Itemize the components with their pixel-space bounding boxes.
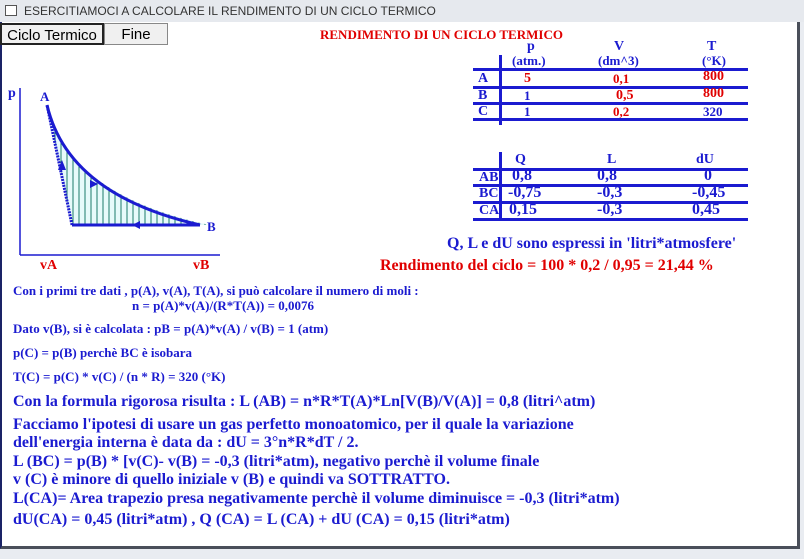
- fine-button[interactable]: Fine: [104, 23, 168, 45]
- header-v: V: [614, 39, 625, 54]
- cell: 0,15: [509, 201, 537, 218]
- text-line: Dato v(B), si è calcolata : pB = p(A)*v(A) / v(B) = 1 (atm): [13, 321, 329, 336]
- units-note: Q, L e dU sono espressi in 'litri*atmosfere': [447, 235, 737, 252]
- cell: 320: [703, 104, 723, 119]
- text-line: dell'energia interna è data da : dU = 3°n*R*dT / 2.: [13, 434, 359, 451]
- ciclo-termico-button[interactable]: Ciclo Termico: [0, 23, 104, 45]
- header-p-unit: (atm.): [512, 53, 546, 68]
- text-line: L(CA)= Area trapezio presa negativamente perchè il volume diminuisce = -0,3 (litri*atm): [13, 490, 620, 507]
- cell: 5: [524, 71, 531, 86]
- header-t-unit: (°K): [702, 53, 726, 68]
- page-title: RENDIMENTO DI UN CICLO TERMICO: [320, 27, 563, 42]
- cell: 0,8: [597, 167, 617, 184]
- cell: 0,45: [692, 201, 720, 218]
- row-ca-label: CA: [479, 203, 500, 218]
- point-b-label: B: [207, 219, 216, 234]
- text-line: Facciamo l'ipotesi di usare un gas perfetto monoatomico, per il quale la variazione: [13, 416, 574, 433]
- row-a-label: A: [478, 71, 489, 86]
- text-line: n = p(A)*v(A)/(R*T(A)) = 0,0076: [132, 298, 314, 313]
- header-p: p: [527, 39, 535, 54]
- p-axis-label: p: [8, 86, 16, 101]
- cell: 0,1: [613, 71, 630, 86]
- hatched-area: [47, 105, 210, 225]
- row-c-label: C: [478, 104, 489, 119]
- row-b-label: B: [478, 88, 488, 103]
- window-title: ESERCITIAMOCI A CALCOLARE IL RENDIMENTO DI UN CICLO TERMICO: [24, 4, 436, 18]
- app-icon: [5, 5, 17, 16]
- point-a-label: A: [40, 89, 50, 104]
- cell: 800: [703, 69, 724, 84]
- efficiency-result: Rendimento del ciclo = 100 * 0,2 / 0,95 = 21,44 %: [380, 257, 714, 274]
- header-du: dU: [696, 152, 714, 167]
- cell: 0,8: [512, 167, 532, 184]
- vb-label: vB: [193, 258, 210, 273]
- text-line: L (BC) = p(B) * [v(C)- v(B) = -0,3 (litri*atm), negativo perchè il volume finale: [13, 453, 540, 470]
- cell: -0,45: [692, 184, 726, 201]
- header-l: L: [607, 152, 617, 167]
- header-t: T: [707, 39, 717, 54]
- cell: 0,5: [616, 88, 634, 103]
- row-ab-label: AB: [479, 170, 499, 185]
- cell: 0: [704, 167, 712, 184]
- text-line: v (C) è minore di quello iniziale v (B) e quindi va SOTTRATTO.: [13, 471, 450, 488]
- cell: 1: [524, 104, 531, 119]
- cell: -0,3: [597, 184, 623, 201]
- cell: 800: [703, 86, 724, 101]
- cell: -0,3: [597, 201, 623, 218]
- cell: 1: [524, 88, 531, 103]
- pv-diagram: [0, 80, 260, 280]
- text-line: dU(CA) = 0,45 (litri*atm) , Q (CA) = L (CA) + dU (CA) = 0,15 (litri*atm): [13, 511, 510, 528]
- text-line: Con i primi tre dati , p(A), v(A), T(A), si può calcolare il numero di moli :: [13, 283, 419, 298]
- header-q: Q: [515, 152, 526, 167]
- row-bc-label: BC: [479, 186, 499, 201]
- text-line: p(C) = p(B) perchè BC è isobara: [13, 345, 193, 360]
- va-label: vA: [40, 258, 58, 273]
- text-line: Con la formula rigorosa risulta : L (AB) = n*R*T(A)*Ln[V(B)/V(A)] = 0,8 (litri^atm): [13, 393, 596, 410]
- header-v-unit: (dm^3): [598, 53, 639, 68]
- cell: 0,2: [613, 104, 630, 119]
- text-line: T(C) = p(C) * v(C) / (n * R) = 320 (°K): [13, 369, 226, 384]
- cell: -0,75: [508, 184, 542, 201]
- title-bar: [0, 0, 804, 22]
